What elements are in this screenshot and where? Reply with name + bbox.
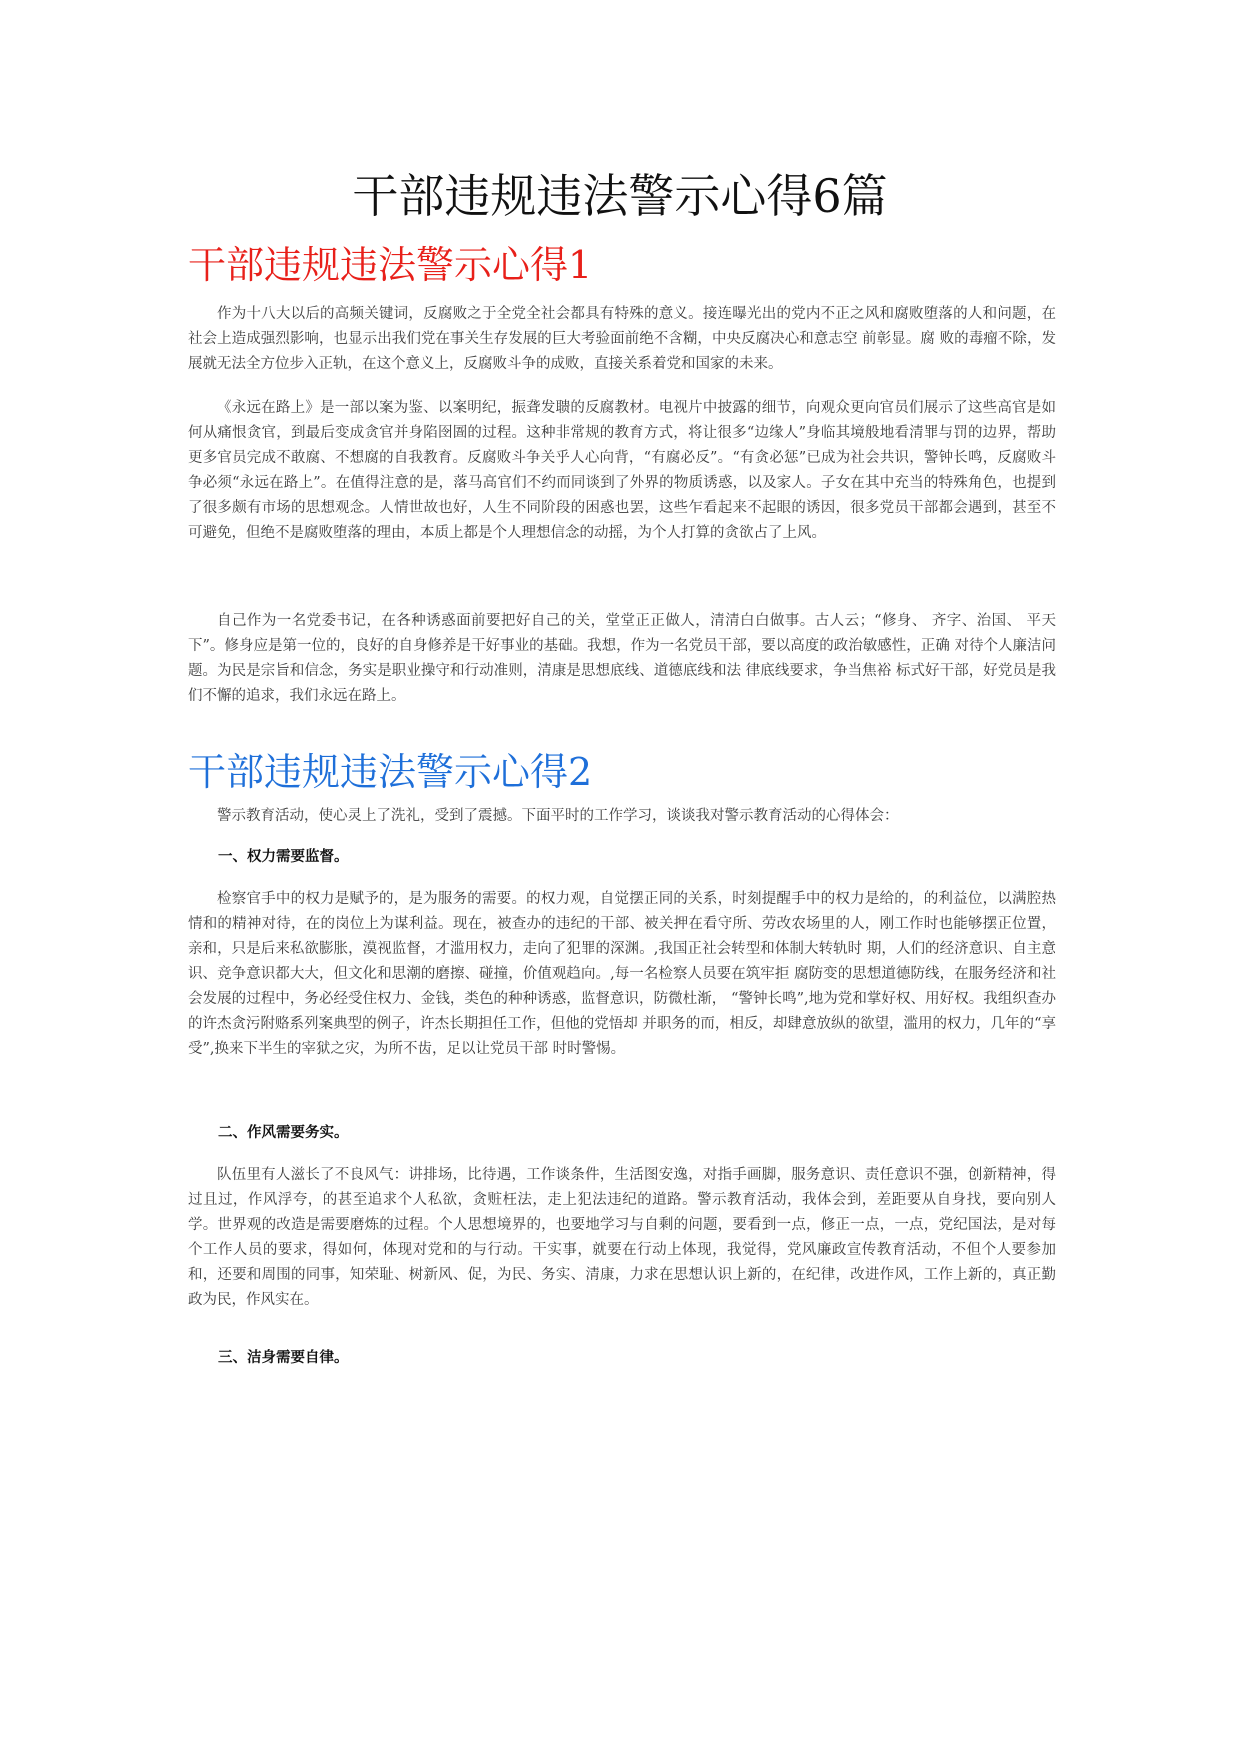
document-title: 干部违规违法警示心得6篇 xyxy=(352,169,888,223)
section-1-paragraph-3: 自己作为一名党委书记，在各种诱惑面前要把好自己的关，堂堂正正做人，清清白白做事。古人云；“修身、 齐字、治国、 平天下”。修身应是第一位的，良好的自身修养是干好事业的基础。我想，作为一名党员干部，要以高度的政治敏感性，正确 对待个人廉洁问题。为民是宗旨和信念，务实是职业操守和行动准则，清康是思想底线、道德底线和法 律底线要求，争当焦裕 标式好干部，好党员是我们不懈的追求，我们永远在路上。 xyxy=(188,613,1056,704)
subheading-power-supervision: 一、权力需要监督。 xyxy=(218,849,349,865)
section-2-heading: 干部违规违法警示心得2 xyxy=(188,750,593,794)
section-1-paragraph-1: 作为十八大以后的高频关键词，反腐败之于全党全社会都具有特殊的意义。接连曝光出的党内不正之风和腐败堕落的人和问题，在社会上造成强烈影响，也显示出我们党在事关生存发展的巨大考验面前绝不含糊，中央反腐决心和意志空 前彰显。腐 败的毒瘤不除，发展就无法全方位步入正轨，在这个意义上，反腐败斗争的成败，直接关系着党和国家的未来。 xyxy=(188,306,1056,372)
section-2-paragraph-work-style: 队伍里有人滋长了不良风气：讲排场，比待遇，工作谈条件，生活图安逸，对指手画脚，服务意识、责任意识不强，创新精神，得过且过，作风浮夸，的甚至追求个人私欲，贪赃枉法，走上犯法违纪的道路。警示教育活动，我体会到，差距要从自身找，要向别人学。世界观的改造是需要磨炼的过程。个人思想境界的，也要地学习与自剩的问题，要看到一点，修正一点，一点，党纪国法，是对每个工作人员的要求，得如何，体现对党和的与行动。干实事，就要在行动上体现，我觉得，党风廉政宣传教育活动，不但个人要参加和，还要和周围的同事，知荣耻、树新风、促，为民、务实、清康，力求在思想认识上新的，在纪律，改进作风，工作上新的，真正勤政为民，作风实在。 xyxy=(188,1167,1056,1308)
section-2-intro: 警示教育活动，使心灵上了洗礼，受到了震撼。下面平时的工作学习，谈谈我对警示教育活动的心得体会： xyxy=(217,808,899,824)
section-1-heading: 干部违规违法警示心得1 xyxy=(188,243,593,287)
subheading-work-style: 二、作风需要务实。 xyxy=(218,1125,349,1141)
subheading-self-discipline: 三、洁身需要自律。 xyxy=(218,1350,349,1366)
section-1-paragraph-2: 《永远在路上》是一部以案为鉴、以案明纪，振聋发聩的反腐教材。电视片中披露的细节，向观众更向官员们展示了这些高官是如何从痛恨贪官，到最后变成贪官并身陷囹圄的过程。这种非常规的教育方式，将让很多“边缘人”身临其境般地看清罪与罚的边界，帮助更多官员完成不敢腐、不想腐的自我教育。反腐败斗争关乎人心向背，“有腐必反”。“有贪必惩”已成为社会共识，警钟长鸣，反腐败斗争必须“永远在路上”。在值得注意的是，落马高官们不约而同谈到了外界的物质诱惑，以及家人。子女在其中充当的特殊角色，也提到了很多颇有市场的思想观念。人情世故也好，人生不同阶段的困惑也罢，这些乍看起来不起眼的诱因，很多党员干部都会遇到，甚至不可避免，但绝不是腐败堕落的理由，本质上都是个人理想信念的动摇，为个人打算的贪欲占了上风。 xyxy=(188,400,1056,541)
section-2-paragraph-power: 检察官手中的权力是赋予的，是为服务的需要。的权力观，自觉摆正同的关系，时刻提醒手中的权力是给的，的利益位，以满腔热情和的精神对待，在的岗位上为谋利益。现在，被查办的违纪的干部、被关押在看守所、劳改农场里的人，刚工作时也能够摆正位置，亲和，只是后来私欲膨胀，漠视监督，才滥用权力，走向了犯罪的深渊。,我国正社会转型和体制大转轨时 期，人们的经济意识、自主意识、竞争意识都大大，但文化和思潮的磨擦、碰撞，价值观趋向。,每一名检察人员要在筑牢拒 腐防变的思想道德防线，在服务经济和社会发展的过程中，务必经受住权力、金钱，类色的种种诱惑，监督意识，防微杜渐， “警钟长鸣”,地为党和掌好权、用好权。我组织查办的许杰贪污附赂系列案典型的例子，许杰长期担任工作，但他的党悟却 并职务的而，相反，却肆意放纵的欲望，滥用的权力，几年的“享受”,换来下半生的宰狱之灾，为所不齿，足以让党员干部 时时警惕。 xyxy=(188,891,1056,1057)
